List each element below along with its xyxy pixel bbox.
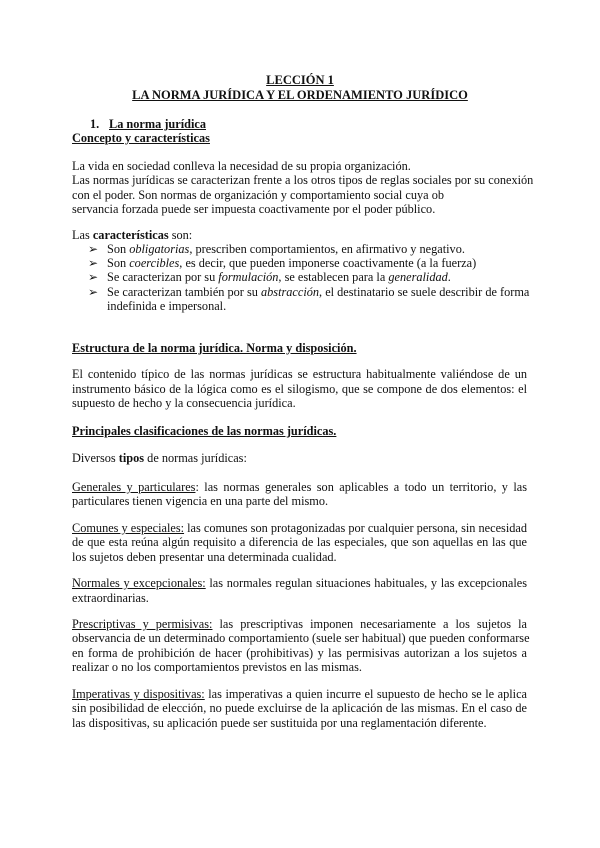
section-heading: La norma jurídica (109, 117, 207, 131)
section-number: 1. (90, 117, 100, 131)
arrow-bullet-icon: ➢ (88, 285, 99, 299)
paragraph-line: Las normas jurídicas se caracterizan frente a los otros tipos de reglas sociales por su conexión (72, 173, 534, 187)
list-item: Son obligatorias, prescriben comportamientos, en afirmativo y negativo. (107, 242, 465, 256)
list-item: Se caracterizan también por su abstracción, el destinatario se suele describir de forma (107, 285, 530, 299)
classifications-heading: Principales clasificaciones de las normas jurídicas. (72, 424, 337, 438)
lesson-title: LA NORMA JURÍDICA Y EL ORDENAMIENTO JURÍDICO (132, 88, 468, 102)
classification-item: Prescriptivas y permisivas: las prescriptivas imponen necesariamente a los sujetos la (72, 617, 527, 631)
paragraph-line: particulares tienen vigencia en una parte del mismo. (72, 494, 329, 508)
paragraph-line: supuesto de hecho y la consecuencia jurídica. (72, 396, 296, 410)
list-item: Se caracterizan por su formulación, se establecen para la generalidad. (107, 270, 451, 284)
paragraph-line: servancia forzada puede ser impuesta coactivamente por el poder público. (72, 202, 436, 216)
paragraph-line: instrumento básico de la lógica como es el silogismo, que se compone de dos elementos: el (72, 382, 527, 396)
arrow-bullet-icon: ➢ (88, 256, 99, 270)
paragraph-line: extraordinarias. (72, 591, 149, 605)
characteristics-intro: Las características son: (72, 228, 193, 242)
list-item: Son coercibles, es decir, que pueden imponerse coactivamente (a la fuerza) (107, 256, 477, 270)
classifications-intro: Diversos tipos de normas jurídicas: (72, 451, 247, 465)
paragraph-line: La vida en sociedad conlleva la necesidad de su propia organización. (72, 159, 411, 173)
list-item-continuation: indefinida e impersonal. (107, 299, 227, 313)
classification-item: Generales y particulares: las normas generales son aplicables a todo un territorio, y las (72, 480, 527, 494)
paragraph-line: sin posibilidad de elección, no puede excluirse de la aplicación de las mismas. En el caso de (72, 701, 527, 715)
paragraph-line: El contenido típico de las normas jurídicas se estructura habitualmente valiéndose de un (72, 367, 527, 381)
section-subheading: Concepto y características (72, 131, 210, 145)
classification-item: Imperativas y dispositivas: las imperativas a quien incurre el supuesto de hecho se le aplica (72, 687, 527, 701)
paragraph-line: en forma de prohibición de hacer (prohibitivas) y las permisivas autorizan a los sujetos a (72, 646, 527, 660)
paragraph-line: los sujetos deben presentar una determinada cualidad. (72, 550, 337, 564)
classification-item: Comunes y especiales: las comunes son protagonizadas por cualquier persona, sin necesidad (72, 521, 528, 535)
paragraph-line: observancia de un determinado comportamiento (suele ser habitual) que pueden conformarse (72, 631, 530, 645)
structure-heading: Estructura de la norma jurídica. Norma y disposición. (72, 341, 357, 355)
paragraph-line: de que esta reúna algún requisito a diferencia de las especiales, que son aquellas en las que (72, 535, 527, 549)
paragraph-line: realizar o no los comportamientos previstos en las mismas. (72, 660, 362, 674)
lesson-number: LECCIÓN 1 (266, 73, 334, 87)
classification-item: Normales y excepcionales: las normales regulan situaciones habituales, y las excepcionales (72, 576, 527, 590)
arrow-bullet-icon: ➢ (88, 242, 99, 256)
paragraph-line: las dispositivas, su aplicación puede ser sustituida por una reglamentación diferente. (72, 716, 487, 730)
paragraph-line: con el poder. Son normas de organización y comportamiento social cuya ob (72, 188, 444, 202)
arrow-bullet-icon: ➢ (88, 270, 99, 284)
